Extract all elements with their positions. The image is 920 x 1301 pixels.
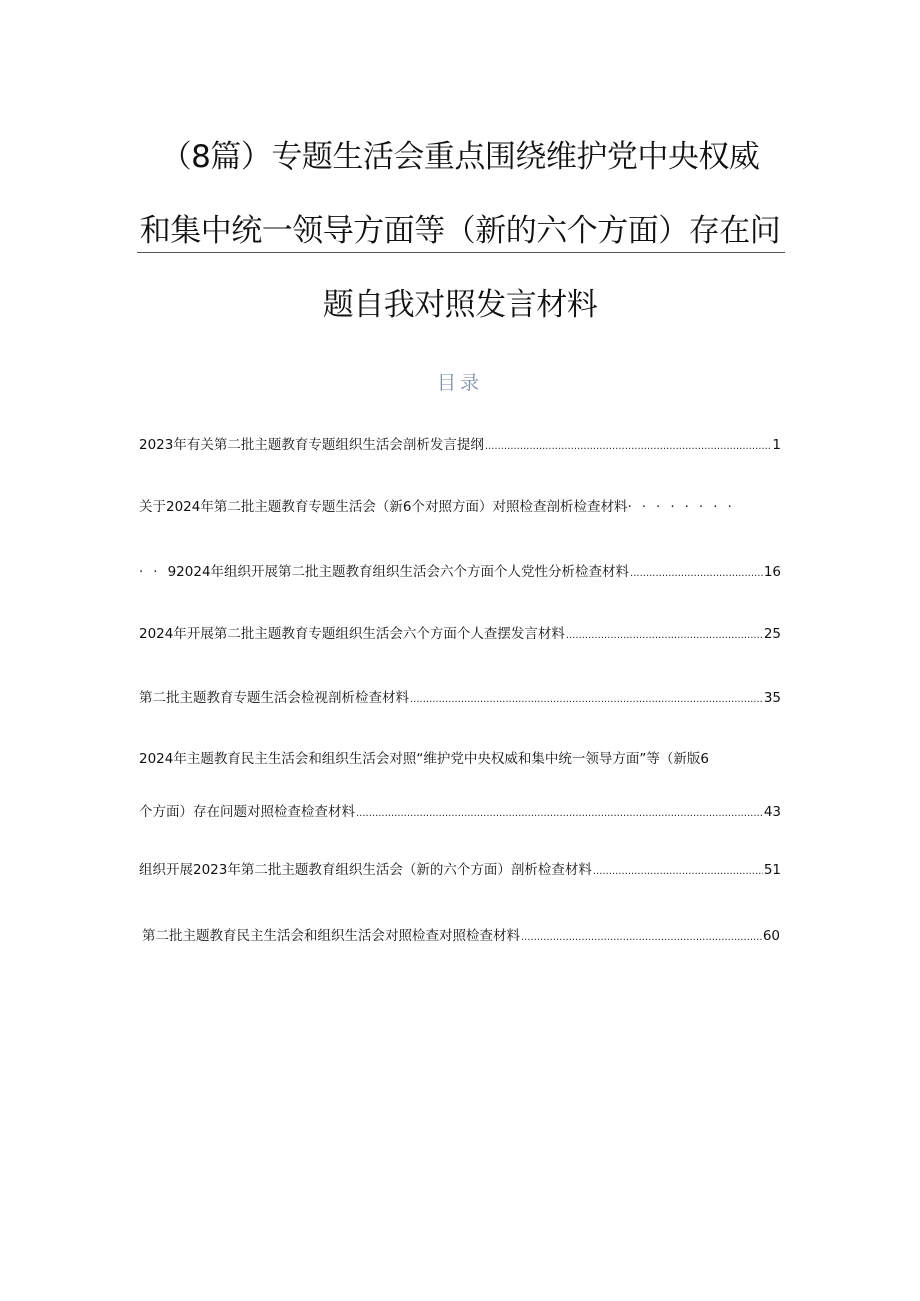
toc-entry[interactable] [139, 858, 781, 880]
toc-leader-dots [485, 435, 772, 455]
toc-entry[interactable] [142, 924, 780, 946]
toc-entry-title: 92024年组织开展第二批主题教育组织生活会六个方面个人党性分析检查材料 [167, 564, 630, 580]
title-divider [137, 252, 785, 253]
toc-heading: 目录 [436, 372, 483, 394]
toc-entry[interactable] [139, 433, 781, 455]
toc-entry[interactable] [139, 749, 789, 769]
toc-leader-dots [630, 562, 763, 582]
toc-entry[interactable] [139, 622, 781, 644]
toc-entry-title: 第二批主题教育民主生活会和组织生活会对照检查对照检查材料 [142, 928, 520, 944]
document-title-line-2: 和集中统一领导方面等（新的六个方面）存在问 [139, 213, 781, 249]
toc-page-number: 16 [763, 564, 781, 580]
toc-page-number: 25 [763, 626, 781, 642]
toc-entry[interactable] [139, 686, 781, 708]
toc-page-number: 60 [762, 928, 780, 944]
document-title-line-1: （8篇）专题生活会重点围绕维护党中央权威 [160, 139, 760, 175]
toc-entry-continuation[interactable] [139, 800, 781, 822]
toc-page-number: 51 [763, 862, 781, 878]
toc-entry-title: 个方面）存在问题对照检查检查材料 [139, 804, 355, 820]
toc-entry-title: 第二批主题教育专题生活会检视剖析检查材料 [139, 690, 409, 706]
toc-leader-dots [521, 926, 762, 946]
toc-entry-title: 组织开展2023年第二批主题教育组织生活会（新的六个方面）剖析检查材料 [139, 862, 592, 878]
toc-page-number: 1 [772, 437, 781, 453]
toc-trailing-dots: ········ [627, 499, 742, 515]
toc-page-number: 35 [763, 690, 781, 706]
toc-leading-dots: ·· [139, 564, 168, 580]
toc-leader-dots [410, 688, 763, 708]
toc-entry[interactable] [139, 497, 789, 517]
toc-entry-title-group [139, 562, 629, 582]
toc-page-number: 43 [763, 804, 781, 820]
toc-leader-dots [356, 802, 763, 822]
toc-leader-dots [593, 860, 763, 880]
toc-entry-title: 2024年主题教育民主生活会和组织生活会对照“维护党中央权威和集中统一领导方面”等（新版6 [139, 751, 709, 767]
toc-entry-title: 2023年有关第二批主题教育专题组织生活会剖析发言提纲 [139, 437, 484, 453]
toc-entry-title: 2024年开展第二批主题教育专题组织生活会六个方面个人查摆发言材料 [139, 626, 565, 642]
toc-entry-title: 关于2024年第二批主题教育专题生活会（新6个对照方面）对照检查剖析检查材料 [139, 499, 628, 515]
toc-leader-dots [566, 624, 763, 644]
toc-entry[interactable] [139, 560, 781, 582]
document-title-line-3: 题自我对照发言材料 [322, 287, 598, 323]
